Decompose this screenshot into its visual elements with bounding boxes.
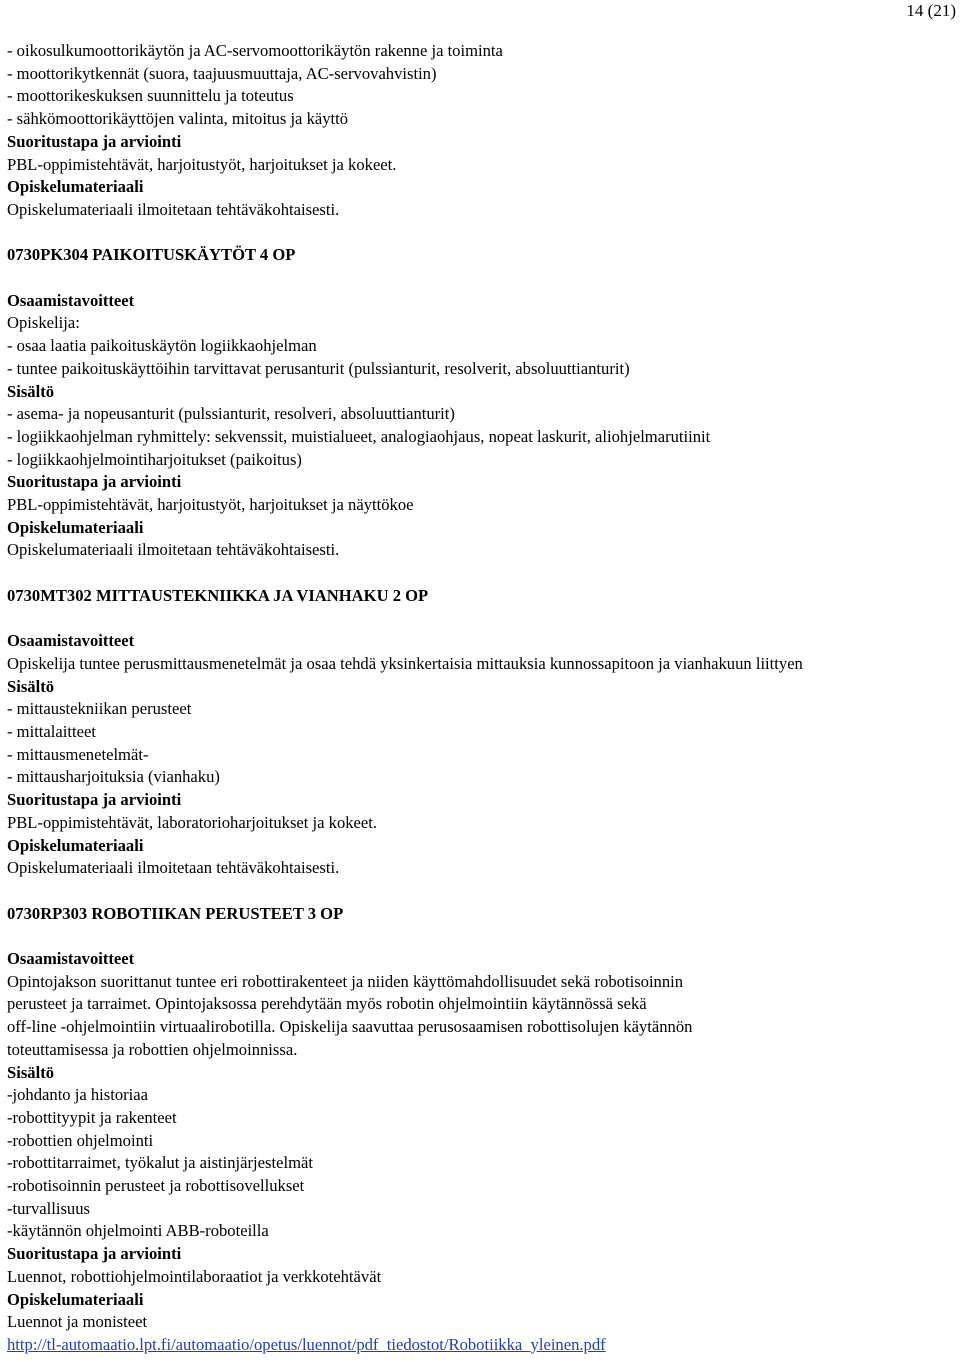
course-title: 0730PK304 PAIKOITUSKÄYTÖT 4 OP xyxy=(7,245,296,265)
course-pk304 xyxy=(7,244,957,562)
content-line: - mittaustekniikan perusteet xyxy=(7,699,192,719)
goals-line: - tuntee paikoituskäyttöihin tarvittavat perusanturit (pulssianturit, resolverit, absoluuttianturit) xyxy=(7,358,630,378)
course-mt302 xyxy=(7,585,957,880)
content-line: - mittalaitteet xyxy=(7,722,96,742)
page-number: 14 (21) xyxy=(906,1,956,20)
content-line: -robottitarraimet, työkalut ja aistinjärjestelmät xyxy=(7,1153,313,1173)
list-item: - sähkömoottorikäyttöjen valinta, mitoitus ja käyttö xyxy=(7,109,349,129)
material-text: Opiskelumateriaali ilmoitetaan tehtäväkohtaisesti. xyxy=(7,540,340,560)
content-line: - mittausmenetelmät- xyxy=(7,744,149,764)
material-heading: Opiskelumateriaali xyxy=(7,1289,144,1309)
list-item: - moottorikeskuksen suunnittelu ja toteutus xyxy=(7,86,294,106)
material-heading: Opiskelumateriaali xyxy=(7,517,144,537)
goals-heading: Osaamistavoitteet xyxy=(7,949,135,969)
content-line: -robottien ohjelmointi xyxy=(7,1130,154,1150)
content-heading: Sisältö xyxy=(7,381,55,401)
goals-line: off-line -ohjelmointiin virtuaalirobotilla. Opiskelija saavuttaa perusosaamisen robottisolujen käytännön xyxy=(7,1017,693,1037)
goals-line: perusteet ja tarraimet. Opintojaksossa perehdytään myös robotin ohjelmointiin käytännössä sekä xyxy=(7,994,647,1014)
goals-heading: Osaamistavoitteet xyxy=(7,290,135,310)
material-link[interactable]: http://tl-automaatio.lpt.fi/automaatio/opetus/luennot/pdf_tiedostot/Robotiikka_yleinen.pdf xyxy=(7,1334,606,1354)
list-item: - moottorikytkennät (suora, taajuusmuuttaja, AC-servovahvistin) xyxy=(7,63,437,83)
content-heading: Sisältö xyxy=(7,1062,55,1082)
material-text: Opiskelumateriaali ilmoitetaan tehtäväkohtaisesti. xyxy=(7,199,340,219)
material-text: Opiskelumateriaali ilmoitetaan tehtäväkohtaisesti. xyxy=(7,858,340,878)
content-line: -robotisoinnin perusteet ja robottisovellukset xyxy=(7,1176,305,1196)
goals-line: Opiskelija tuntee perusmittausmenetelmät ja osaa tehdä yksinkertaisia mittauksia kunnossapitoon ja vianhakuun liittyen xyxy=(7,653,803,673)
content-line: -käytännön ohjelmointi ABB-roboteilla xyxy=(7,1221,269,1241)
course-title: 0730MT302 MITTAUSTEKNIIKKA JA VIANHAKU 2 OP xyxy=(7,585,429,605)
content-line: - logiikkaohjelmointiharjoitukset (paikoitus) xyxy=(7,449,302,469)
course-title: 0730RP303 ROBOTIIKAN PERUSTEET 3 OP xyxy=(7,903,344,923)
method-heading: Suoritustapa ja arviointi xyxy=(7,790,182,810)
content-line: -turvallisuus xyxy=(7,1198,90,1218)
method-text: PBL-oppimistehtävät, harjoitustyöt, harjoitukset ja näyttökoe xyxy=(7,495,414,515)
goals-line: toteuttamisessa ja robottien ohjelmoinnissa. xyxy=(7,1039,298,1059)
goals-heading: Osaamistavoitteet xyxy=(7,631,135,651)
content-line: - asema- ja nopeusanturit (pulssianturit, resolveri, absoluuttianturit) xyxy=(7,404,455,424)
content-line: - mittausharjoituksia (vianhaku) xyxy=(7,767,220,787)
goals-line: - osaa laatia paikoituskäytön logiikkaohjelman xyxy=(7,336,317,356)
material-text: Luennot ja monisteet xyxy=(7,1312,148,1332)
content-line: - logiikkaohjelman ryhmittely: sekvenssit, muistialueet, analogiaohjaus, nopeat laskurit, aliohjelmarutiinit xyxy=(7,426,711,446)
material-heading: Opiskelumateriaali xyxy=(7,177,144,197)
method-text: Luennot, robottiohjelmointilaboraatiot ja verkkotehtävät xyxy=(7,1266,382,1286)
content-line: -johdanto ja historiaa xyxy=(7,1085,149,1105)
content-heading: Sisältö xyxy=(7,676,55,696)
method-text: PBL-oppimistehtävät, harjoitustyöt, harjoitukset ja kokeet. xyxy=(7,154,397,174)
top-section xyxy=(7,40,957,222)
method-text: PBL-oppimistehtävät, laboratorioharjoitukset ja kokeet. xyxy=(7,812,378,832)
method-heading: Suoritustapa ja arviointi xyxy=(7,131,182,151)
document-body xyxy=(7,40,957,1357)
method-heading: Suoritustapa ja arviointi xyxy=(7,472,182,492)
method-heading: Suoritustapa ja arviointi xyxy=(7,1244,182,1264)
material-heading: Opiskelumateriaali xyxy=(7,835,144,855)
content-line: -robottityypit ja rakenteet xyxy=(7,1107,177,1127)
list-item: - oikosulkumoottorikäytön ja AC-servomoottorikäytön rakenne ja toiminta xyxy=(7,41,503,60)
goals-line: Opintojakson suorittanut tuntee eri robottirakenteet ja niiden käyttömahdollisuudet sekä robotisoinnin xyxy=(7,971,684,991)
goals-line: Opiskelija: xyxy=(7,313,80,333)
course-rp303 xyxy=(7,903,957,1357)
